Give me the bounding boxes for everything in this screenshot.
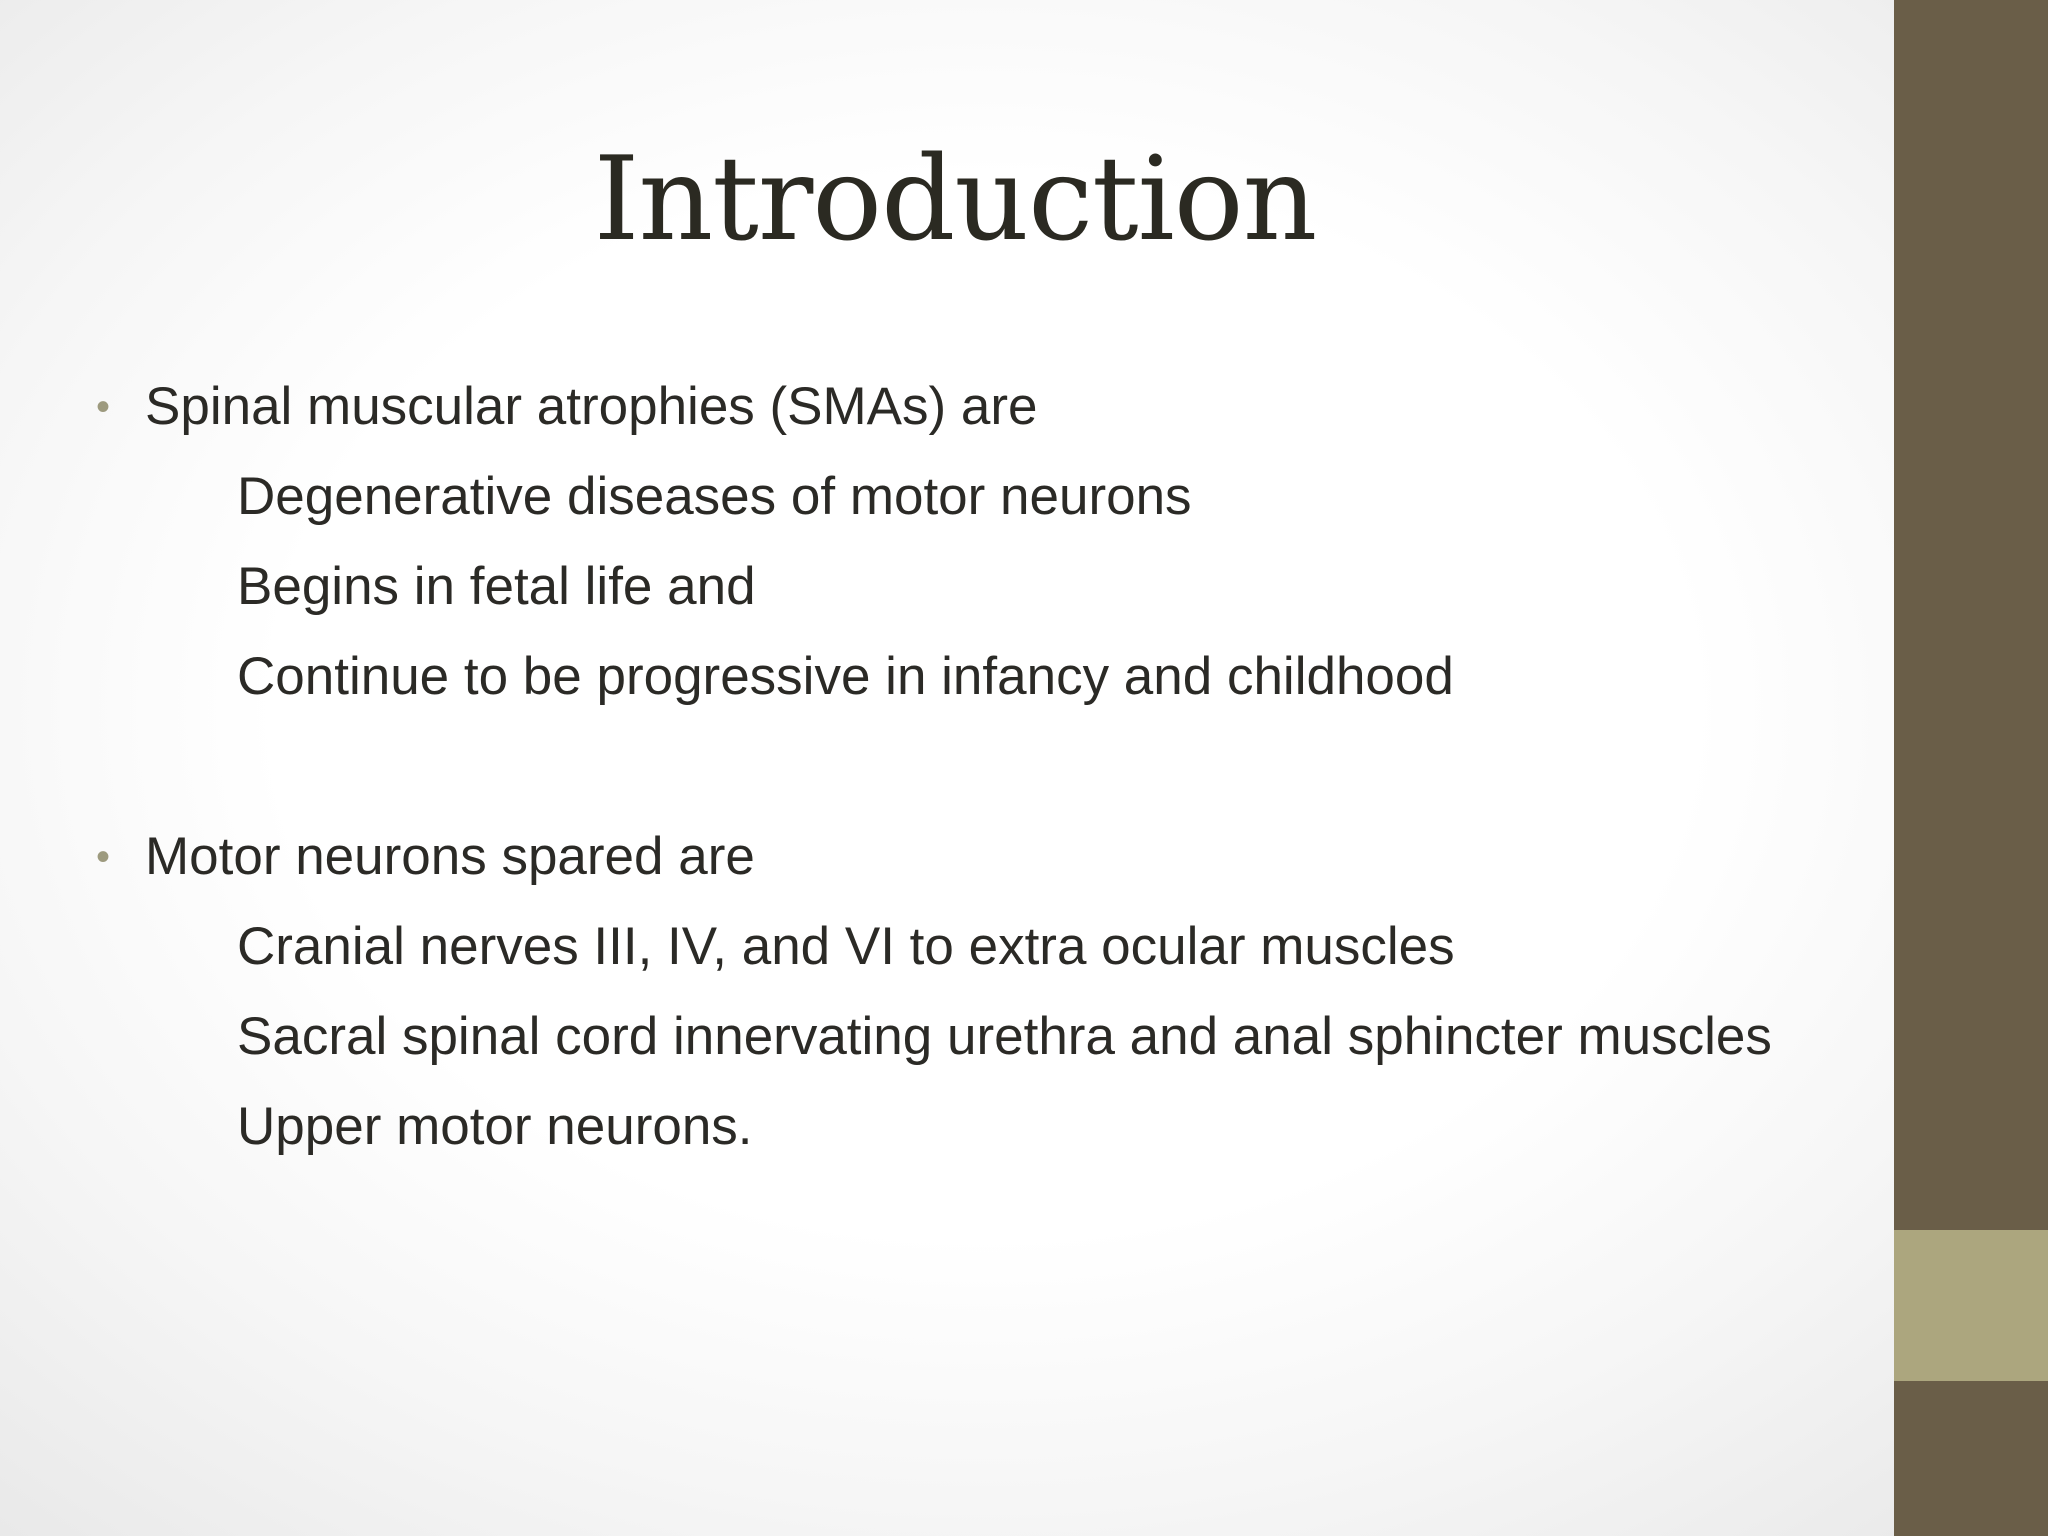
bullet-item: Spinal muscular atrophies (SMAs) are: [145, 377, 1038, 436]
sub-item: Continue to be progressive in infancy and childhood: [237, 647, 1454, 706]
bullet-marker: •: [96, 835, 111, 879]
sub-item: Begins in fetal life and: [237, 557, 756, 616]
sub-item: Cranial nerves III, IV, and VI to extra ocular muscles: [237, 917, 1455, 976]
bullet-item: Motor neurons spared are: [145, 827, 755, 886]
sub-item: Degenerative diseases of motor neurons: [237, 467, 1192, 526]
sub-item: Sacral spinal cord innervating urethra and anal sphincter muscles: [237, 1007, 1772, 1066]
bullet-marker: •: [96, 385, 111, 429]
sidebar-accent-block: [1894, 1230, 2048, 1381]
slide-title: Introduction: [593, 132, 1317, 267]
sub-item: Upper motor neurons.: [237, 1097, 753, 1156]
